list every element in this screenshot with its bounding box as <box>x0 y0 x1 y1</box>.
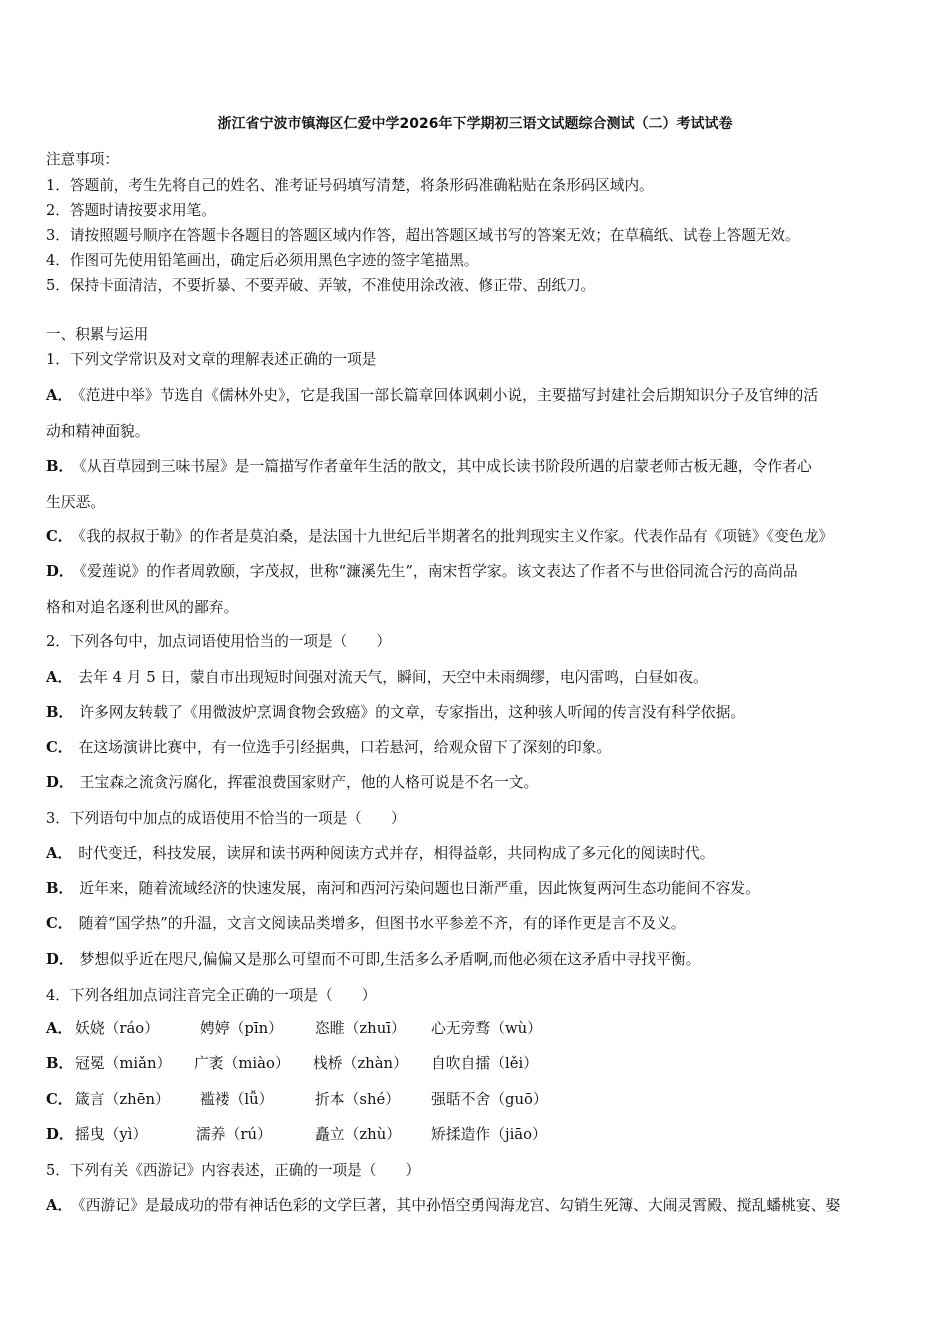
option-text: 《我的叔叔于勒》的作者是莫泊桑，是法国十九世纪后半期著名的批判现实主义作家。代表作品有《项链》《变色龙》 <box>78 528 834 545</box>
pinyin-item: 冠冕（miǎn） <box>75 1055 172 1072</box>
question-4-stem: 4．下列各组加点词注音完全正确的一项是（ ） <box>46 987 377 1004</box>
option-text: 梦想似乎近在咫尺,偏偏又是那么可望而不可即,生活多么矛盾啊,而他必须在这矛盾中寻找平衡。 <box>79 951 701 968</box>
option-text: 《西游记》是最成功的带有神话色彩的文学巨著，其中孙悟空勇闯海龙宫、勾销生死簿、大闹灵霄殿、搅乱蟠桃宴、娶 <box>78 1197 841 1214</box>
option-text: 随着“国学热”的升温，文言文阅读品类增多，但图书水平参差不齐，有的译作更是言不及义。 <box>78 915 686 932</box>
question-5-stem: 5．下列有关《西游记》内容表述，正确的一项是（ ） <box>46 1162 421 1179</box>
q2-option-b <box>46 703 745 723</box>
page-title: 浙江省宁波市镇海区仁爱中学2026年下学期初三语文试题综合测试（二）考试试卷 <box>217 116 733 132</box>
option-letter: D． <box>46 563 74 580</box>
pinyin-item: 妖娆（ráo） <box>75 1020 159 1037</box>
option-letter: B． <box>46 704 74 721</box>
notice-item: 5．保持卡面清洁，不要折暴、不要弄破、弄皱，不准使用涂改液、修正带、刮纸刀。 <box>46 277 596 294</box>
option-letter: A． <box>46 1197 73 1214</box>
q2-option-a <box>46 668 708 688</box>
option-letter: A． <box>46 1020 73 1037</box>
question-2-stem: 2．下列各句中，加点词语使用恰当的一项是（ ） <box>46 633 391 650</box>
option-letter: B． <box>46 458 74 475</box>
option-text: 《爱莲说》的作者周敦颐，字茂叔，世称“濂溪先生”，南宋哲学家。该文表达了作者不与世俗同流合污的高尚品 <box>79 563 798 580</box>
pinyin-item: 娉婷（pīn） <box>200 1020 283 1037</box>
notice-item: 3．请按照题号顺序在答题卡各题目的答题区域内作答，超出答题区域书写的答案无效；在草稿纸、试卷上答题无效。 <box>46 227 800 244</box>
pinyin-item: 栈桥（zhàn） <box>313 1055 408 1072</box>
option-text: 时代变迁，科技发展，读屏和读书两种阅读方式并存，相得益彰，共同构成了多元化的阅读时代。 <box>78 845 715 862</box>
notice-item: 2．答题时请按要求用笔。 <box>46 202 216 219</box>
pinyin-item: 心无旁骛（wù） <box>431 1020 542 1037</box>
option-text: 《范进中举》节选自《儒林外史》，它是我国一部长篇章回体讽刺小说，主要描写封建社会后期知识分子及官绅的活 <box>78 387 819 404</box>
q5-option-a <box>46 1196 840 1216</box>
option-text: 许多网友转载了《用微波炉烹调食物会致癌》的文章，专家指出，这种骇人听闻的传言没有科学依据。 <box>79 704 746 721</box>
q3-option-a <box>46 844 715 864</box>
option-letter: C． <box>46 528 73 545</box>
option-letter: C． <box>46 739 73 756</box>
option-letter: A． <box>46 845 73 862</box>
q3-option-c <box>46 914 686 934</box>
option-letter: B． <box>46 1055 74 1072</box>
q1-option-b <box>46 457 812 477</box>
pinyin-item: 摇曳（yì） <box>75 1126 148 1143</box>
q1-option-d-cont: 格和对追名逐利世风的鄙弃。 <box>46 599 239 616</box>
q3-option-d <box>46 950 700 970</box>
option-letter: A． <box>46 387 73 404</box>
q2-option-d <box>46 773 538 793</box>
q1-option-a-cont: 动和精神面貌。 <box>46 423 150 440</box>
option-text: 《从百草园到三味书屋》是一篇描写作者童年生活的散文，其中成长读书阶段所遇的启蒙老师古板无趣，令作者心 <box>79 458 812 475</box>
pinyin-item: 强聒不舍（guō） <box>431 1091 548 1108</box>
notice-item: 4．作图可先使用铅笔画出，确定后必须用黑色字迹的签字笔描黑。 <box>46 252 479 269</box>
section-heading: 一、积累与运用 <box>46 326 149 343</box>
pinyin-item: 恣睢（zhuī） <box>315 1020 406 1037</box>
option-letter: D． <box>46 774 74 791</box>
pinyin-item: 褴褛（lǚ） <box>200 1091 274 1108</box>
option-text: 近年来，随着流域经济的快速发展，南河和西河污染问题也日渐严重，因此恢复两河生态功能间不容发。 <box>79 880 760 897</box>
option-letter: B． <box>46 880 74 897</box>
question-1-stem: 1．下列文学常识及对文章的理解表述正确的一项是 <box>46 351 377 368</box>
option-text: 在这场演讲比赛中，有一位选手引经据典，口若悬河，给观众留下了深刻的印象。 <box>78 739 612 756</box>
option-letter: C． <box>46 1091 73 1108</box>
pinyin-item: 矫揉造作（jiāo） <box>431 1126 547 1143</box>
pinyin-item: 矗立（zhù） <box>315 1126 402 1143</box>
pinyin-item: 濡养（rú） <box>196 1126 272 1143</box>
pinyin-item: 折本（shé） <box>315 1091 401 1108</box>
option-letter: D． <box>46 1126 74 1143</box>
option-letter: A． <box>46 669 73 686</box>
pinyin-item: 广袤（miào） <box>194 1055 290 1072</box>
pinyin-item: 自吹自擂（lěi） <box>431 1055 539 1072</box>
q1-option-c <box>46 527 833 547</box>
option-text: 去年 4 月 5 日，蒙自市出现短时间强对流天气，瞬间，天空中未雨绸缪，电闪雷鸣，白昼如夜。 <box>78 669 708 686</box>
pinyin-item: 箴言（zhēn） <box>75 1091 170 1108</box>
option-letter: D． <box>46 951 74 968</box>
question-3-stem: 3．下列语句中加点的成语使用不恰当的一项是（ ） <box>46 810 406 827</box>
option-letter: C． <box>46 915 73 932</box>
q2-option-c <box>46 738 611 758</box>
option-text: 王宝森之流贪污腐化，挥霍浪费国家财产，他的人格可说是不名一文。 <box>79 774 539 791</box>
q1-option-b-cont: 生厌恶。 <box>46 494 106 511</box>
q3-option-b <box>46 879 760 899</box>
q1-option-a <box>46 386 818 406</box>
notice-item: 1．答题前，考生先将自己的姓名、准考证号码填写清楚，将条形码准确粘贴在条形码区域内。 <box>46 177 654 194</box>
q1-option-d <box>46 562 798 582</box>
notice-heading: 注意事项： <box>46 151 119 168</box>
